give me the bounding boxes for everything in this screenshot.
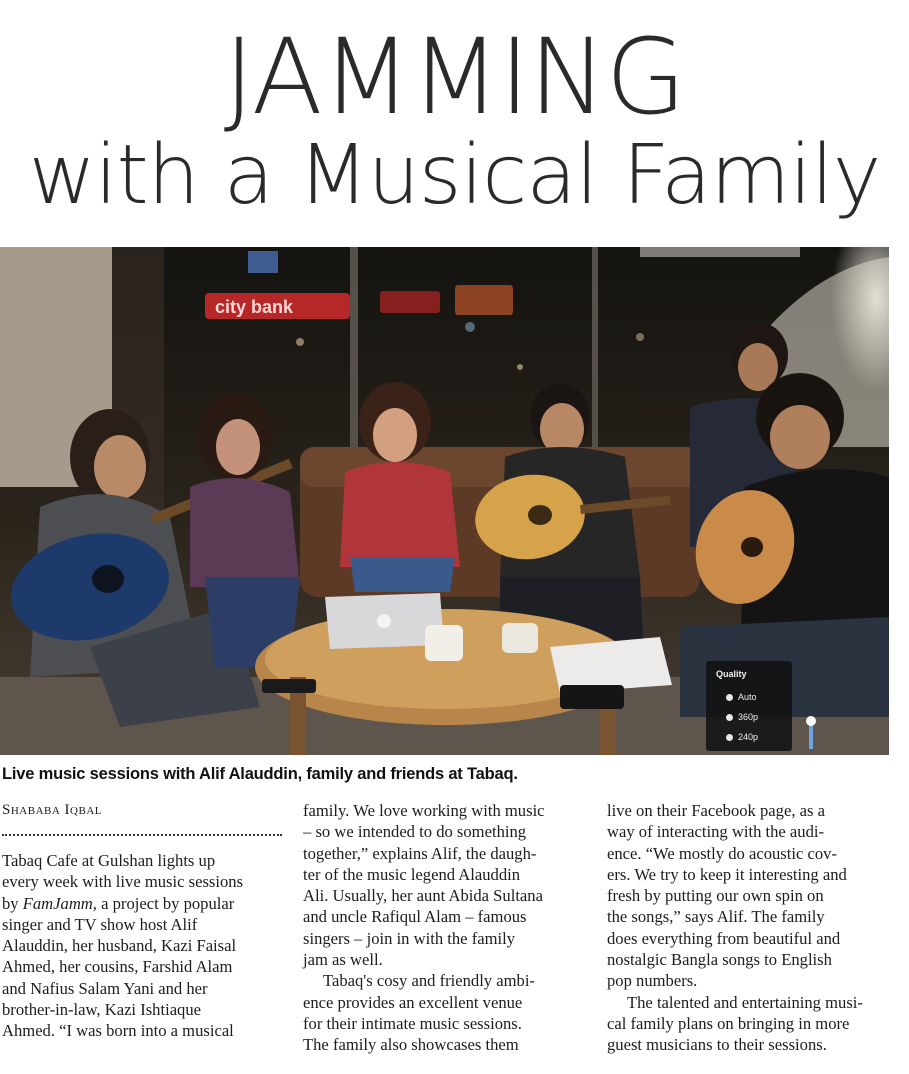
quality-option-240p[interactable]: 240p [738, 732, 759, 742]
text-line: ence provides an excellent venue [303, 992, 523, 1012]
radio-360p[interactable] [726, 714, 733, 721]
text-line: family. We love working with music [303, 801, 545, 820]
text-line: ers. We try to keep it interesting and [607, 864, 847, 884]
text-line: pop numbers. [607, 971, 698, 991]
text-line: and uncle Rafiqul Alam – famous [303, 907, 527, 927]
text-line: fresh by putting our own spin on [607, 886, 824, 906]
neon-sign-text: city bank [215, 297, 294, 317]
text-segment: by [2, 893, 23, 913]
article-column-2 [303, 800, 585, 1056]
text-line: Ahmed. “I was born into a musical [2, 1021, 234, 1041]
photo-caption: Live music sessions with Alif Alauddin, family and friends at Tabaq. [2, 765, 518, 783]
quality-option-360p[interactable]: 360p [738, 712, 759, 722]
byline: Shababa Iqbal [2, 802, 102, 818]
text-line: brother-in-law, Kazi Ishtiaque [2, 1000, 202, 1020]
text-line: ence. “We mostly do acoustic cov- [607, 843, 837, 863]
text-line: nostalgic Bangla songs to English [607, 950, 832, 970]
headline-subtitle: with a Musical Family [28, 128, 881, 223]
text-line: live on their Facebook page, as a [607, 801, 825, 820]
text-line: singer and TV show host Alif [2, 914, 198, 934]
quality-option-auto[interactable]: Auto [738, 692, 757, 702]
video-quality-menu[interactable] [706, 661, 792, 751]
article-photo [0, 247, 889, 755]
text-line: cal family plans on bringing in more [607, 1013, 850, 1033]
text-line: guest musicians to their sessions. [607, 1035, 827, 1055]
text-line: Ali. Usually, her aunt Abida Sultana [303, 886, 543, 906]
text-line: and Nafius Salam Yani and her [2, 978, 208, 998]
headline-title: JAMMING [223, 16, 686, 138]
quality-menu-title: Quality [716, 669, 747, 679]
text-line: ter of the music legend Alauddin [303, 864, 521, 884]
text-line: every week with live music sessions [2, 872, 244, 892]
article-column-3 [607, 800, 897, 1056]
radio-240p[interactable] [726, 734, 733, 741]
text-line [2, 893, 282, 914]
text-line: jam as well. [303, 950, 383, 970]
text-segment: a project by popular [96, 893, 235, 913]
text-line: Tabaq Cafe at Gulshan lights up [2, 851, 216, 870]
text-line: way of interacting with the audi- [607, 822, 825, 842]
text-line: Alauddin, her husband, Kazi Faisal [2, 936, 237, 956]
text-line: singers – join in with the family [303, 928, 516, 948]
text-line: Tabaq's cosy and friendly ambi- [323, 971, 535, 991]
text-line: The family also showcases them [303, 1035, 519, 1055]
text-line: together,” explains Alif, the daugh- [303, 843, 537, 863]
text-line: Ahmed, her cousins, Farshid Alam [2, 957, 233, 977]
byline-divider [2, 834, 282, 836]
project-name: FamJamm, [22, 893, 97, 913]
text-line: – so we intended to do something [303, 822, 527, 842]
text-line: for their intimate music sessions. [303, 1013, 522, 1033]
text-line: The talented and entertaining musi- [627, 992, 863, 1012]
article-column-1 [2, 850, 282, 1042]
text-line: the songs,” says Alif. The family [607, 907, 825, 927]
radio-auto[interactable] [726, 694, 733, 701]
text-line: does everything from beautiful and [607, 928, 841, 948]
